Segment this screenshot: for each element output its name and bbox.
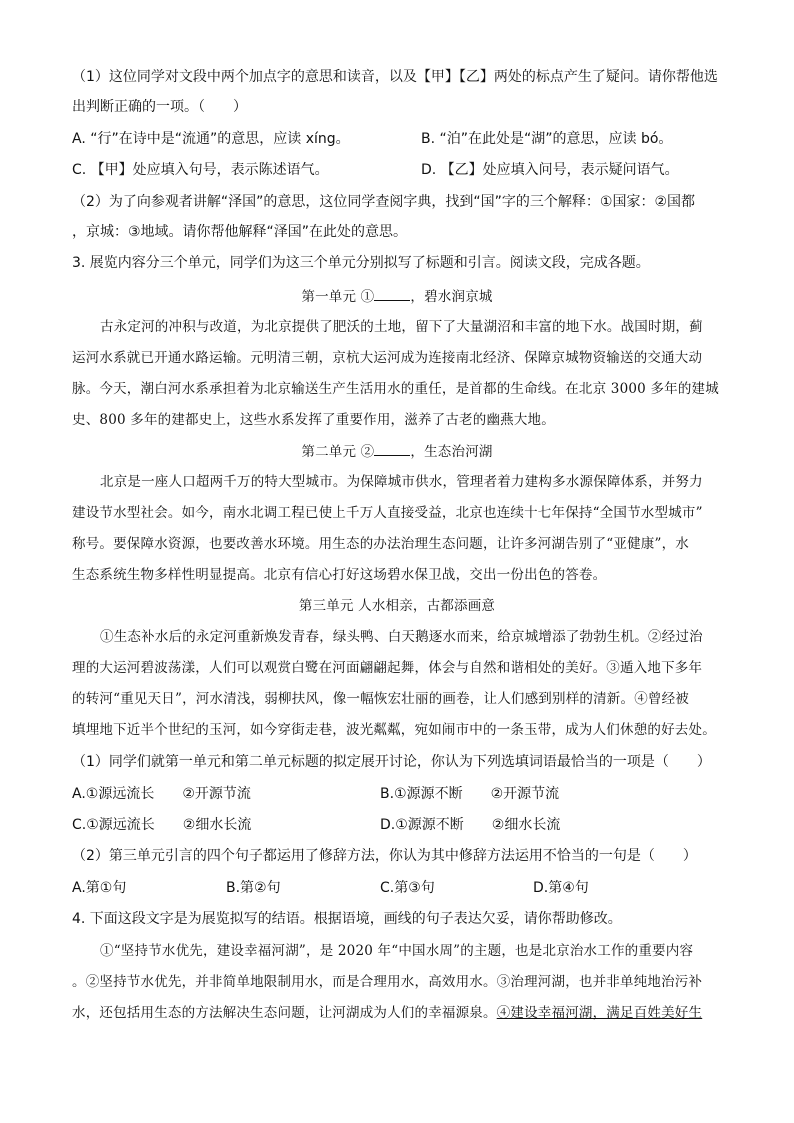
unit3-para-line-4: 填埋地下近半个世纪的玉河，如今穿街走巷，波光粼粼，宛如闹市中的一条玉带，成为人们休憩的好去处。 bbox=[72, 722, 716, 738]
unit1-para-line-4: 史、800 多年的建都史上，这些水系发挥了重要作用，滋养了古老的幽燕大地。 bbox=[72, 412, 555, 428]
q4-para-line-2: 。②坚持节水优先，并非简单地限制用水，而是合理用水，高效用水。③治理河湖，也并非单纯地治污补 bbox=[72, 974, 703, 990]
q2-sub2-line-2: ，京城：③地域。请你帮他解释“泽国”在此处的意思。 bbox=[72, 224, 408, 240]
q2-sub2-line-1: （2）为了向参观者讲解“泽国”的意思，这位同学查阅字典，找到“国”字的三个解释：①国家：②国都 bbox=[72, 194, 696, 210]
q3-sub1-option-c: C.①源远流长 ②细水长流 bbox=[72, 817, 252, 833]
q2-stem-line-1: （1）这位同学对文段中两个加点字的意思和读音，以及【甲】【乙】两处的标点产生了疑问。请你帮他选 bbox=[72, 69, 718, 85]
q3-sub2-option-b: B.第②句 bbox=[226, 880, 281, 896]
unit1-title-prefix: 第一单元 ① bbox=[301, 289, 375, 305]
q3-intro: 3. 展览内容分三个单元，同学们为这三个单元分别拟写了标题和引言。阅读文段，完成各题。 bbox=[72, 255, 650, 271]
q2-option-d: D. 【乙】处应填入问号，表示疑问语气。 bbox=[421, 162, 679, 178]
q2-option-b: B. “泊”在此处是“湖”的意思，应读 bó。 bbox=[421, 131, 673, 147]
unit1-title bbox=[0, 286, 794, 307]
unit2-para-line-4: 生态系统生物多样性明显提高。北京有信心打好这场碧水保卫战，交出一份出色的答卷。 bbox=[72, 567, 607, 583]
q3-sub2-option-a: A.第①句 bbox=[72, 880, 127, 896]
q3-sub1-option-d: D.①源源不断 ②细水长流 bbox=[380, 817, 561, 833]
q4-para-line-1: ①“坚持节水优先，建设幸福河湖”，是 2020 年“中国水周”的主题，也是北京治水工作的重要内容 bbox=[100, 943, 694, 959]
unit2-para-line-1: 北京是一座人口超两千万的特大型城市。为保障城市供水，管理者着力建构多水源保障体系，并努力 bbox=[100, 474, 703, 490]
unit1-para-line-3: 脉。今天，潮白河水系承担着为北京输送生产生活用水的重任，是首都的生命线。在北京 3000 多年的建城 bbox=[72, 381, 719, 397]
unit1-para-line-2: 运河水系就已开通水路运输。元明清三朝，京杭大运河成为连接南北经济、保障京城物资输送的交通大动 bbox=[72, 350, 703, 366]
q3-sub2-stem: （2）第三单元引言的四个句子都运用了修辞方法，你认为其中修辞方法运用不恰当的一句是（ ） bbox=[72, 848, 697, 864]
q4-para-line-3-text: 水，还包括用生态的方法解决生态问题，让河湖成为人们的幸福源泉。 bbox=[72, 1005, 497, 1021]
unit2-para-line-2: 建设节水型社会。如今，南水北调工程已使上千万人直接受益，北京也连续十七年保持“全国节水型城市” bbox=[72, 505, 703, 521]
q4-para-line-3 bbox=[72, 1003, 702, 1023]
unit1-title-suffix: ，碧水润京城 bbox=[410, 289, 493, 305]
unit2-title bbox=[0, 441, 794, 462]
q2-option-a: A. “行”在诗中是“流通”的意思，应读 xíng。 bbox=[72, 131, 350, 147]
q2-option-c: C. 【甲】处应填入句号，表示陈述语气。 bbox=[72, 162, 329, 178]
unit2-title-prefix: 第二单元 ② bbox=[301, 444, 375, 460]
q2-stem-line-2: 出判断正确的一项。（ ） bbox=[72, 99, 247, 115]
unit3-para-line-3: 的转河“重见天日”，河水清浅，弱柳扶风，像一幅恢宏壮丽的画卷，让人们感到别样的清新。④曾经被 bbox=[72, 691, 690, 707]
q4-stem: 4. 下面这段文字是为展览拟写的结语。根据语境，画线的句子表达欠妥，请你帮助修改。 bbox=[72, 911, 622, 927]
unit2-para-line-3: 称号。要保障水资源，也要改善水环境。用生态的办法治理生态问题，让许多河湖告别了“亚健康”，水 bbox=[72, 536, 690, 552]
unit2-blank bbox=[374, 441, 410, 456]
q3-sub1-stem: （1）同学们就第一单元和第二单元标题的拟定展开讨论，你认为下列选填词语最恰当的一项是（ ） bbox=[72, 754, 711, 770]
unit1-blank bbox=[374, 286, 410, 301]
q3-sub2-option-d: D.第④句 bbox=[533, 880, 589, 896]
q3-sub1-option-a: A.①源远流长 ②开源节流 bbox=[72, 786, 251, 802]
unit1-para-line-1: 古永定河的冲积与改道，为北京提供了肥沃的土地，留下了大量湖沼和丰富的地下水。战国时期，蓟 bbox=[100, 319, 703, 335]
unit3-para-line-2: 理的大运河碧波荡漾，人们可以观赏白鹭在河面翩翩起舞，体会与自然和谐相处的美好。③遁入地下多年 bbox=[72, 660, 703, 676]
unit2-title-suffix: ，生态治河湖 bbox=[410, 444, 493, 460]
unit3-title: 第三单元 人水相亲，古都添画意 bbox=[298, 598, 496, 614]
q3-sub2-option-c: C.第③句 bbox=[380, 880, 435, 896]
unit3-para-line-1: ①生态补水后的永定河重新焕发青春，绿头鸭、白天鹅逐水而来，给京城增添了勃勃生机。②经过治 bbox=[100, 629, 703, 645]
q3-sub1-option-b: B.①源源不断 ②开源节流 bbox=[380, 786, 560, 802]
q4-underlined-sentence: ④建设幸福河湖，满足百姓美好生 bbox=[496, 1005, 703, 1021]
